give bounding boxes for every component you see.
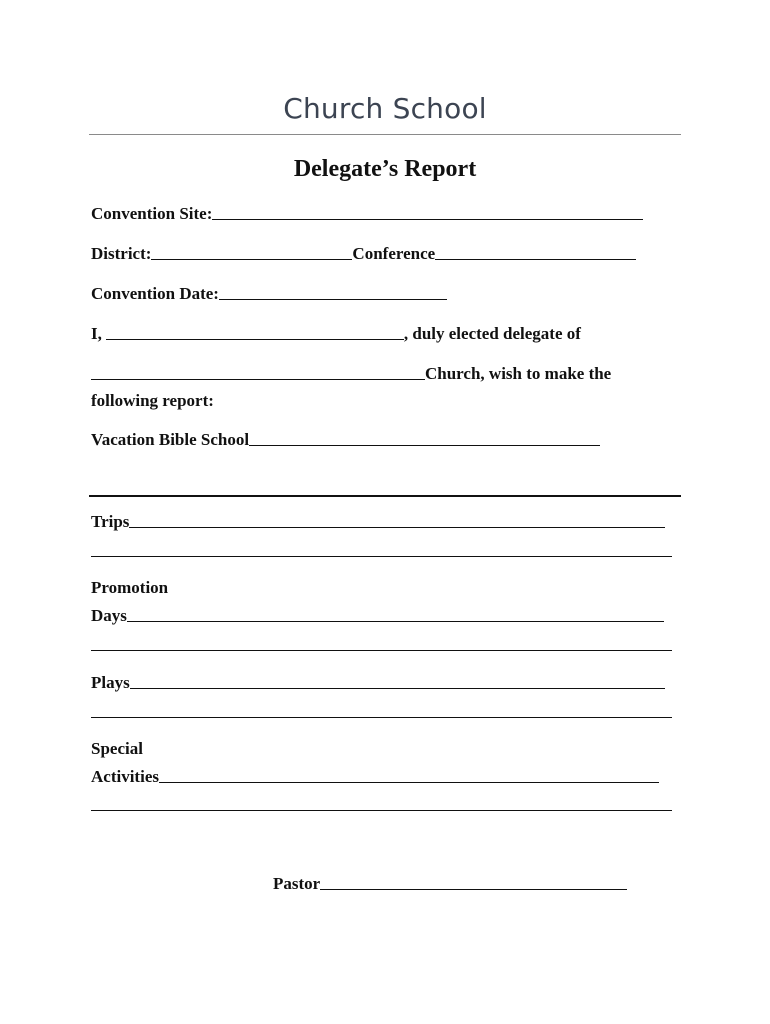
district-label: District: xyxy=(91,244,152,263)
church-row xyxy=(91,360,611,384)
plays-label: Plays xyxy=(91,673,130,692)
convention-site-label: Convention Site: xyxy=(91,204,213,223)
delegate-name-row xyxy=(91,320,581,344)
title-divider xyxy=(89,134,681,135)
promotion-days-field[interactable] xyxy=(127,621,664,622)
convention-date-label: Convention Date: xyxy=(91,284,219,303)
vbs-label: Vacation Bible School xyxy=(91,430,250,449)
district-row xyxy=(91,240,636,264)
report-heading: Delegate’s Report xyxy=(293,156,477,182)
special-activities-row xyxy=(91,763,659,787)
days-label: Days xyxy=(91,606,127,625)
duly-elected-label: , duly elected delegate of xyxy=(403,324,581,343)
promotion-days-row xyxy=(91,602,664,626)
plays-row xyxy=(91,669,665,693)
i-label: I, xyxy=(91,324,102,343)
plays-extra-line[interactable] xyxy=(91,717,672,718)
conference-label: Conference xyxy=(352,244,436,263)
promotion-label: Promotion xyxy=(91,578,169,597)
plays-field[interactable] xyxy=(130,688,665,689)
convention-date-row xyxy=(91,280,447,304)
district-field[interactable] xyxy=(151,259,352,260)
delegate-name-field[interactable] xyxy=(106,339,404,340)
trips-label: Trips xyxy=(91,512,130,531)
trips-extra-line[interactable] xyxy=(91,556,672,557)
convention-site-row xyxy=(91,200,643,224)
section-divider xyxy=(89,495,681,497)
vbs-row xyxy=(91,426,600,450)
special-label: Special xyxy=(91,739,143,758)
convention-date-field[interactable] xyxy=(219,299,447,300)
trips-field[interactable] xyxy=(129,527,665,528)
pastor-signature-field[interactable] xyxy=(320,889,627,890)
promotion-extra-line[interactable] xyxy=(91,650,672,651)
vbs-field[interactable] xyxy=(249,445,600,446)
special-extra-line[interactable] xyxy=(91,810,672,811)
activities-label: Activities xyxy=(91,767,159,786)
conference-field[interactable] xyxy=(435,259,636,260)
church-name-field[interactable] xyxy=(91,379,425,380)
convention-site-field[interactable] xyxy=(212,219,643,220)
trips-row xyxy=(91,508,665,532)
special-activities-field[interactable] xyxy=(159,782,659,783)
pastor-label: Pastor xyxy=(273,874,321,893)
pastor-row xyxy=(273,870,627,894)
following-report-label: following report: xyxy=(91,391,214,410)
church-wish-label: Church, wish to make the xyxy=(425,364,612,383)
page-title: Church School xyxy=(283,92,487,125)
